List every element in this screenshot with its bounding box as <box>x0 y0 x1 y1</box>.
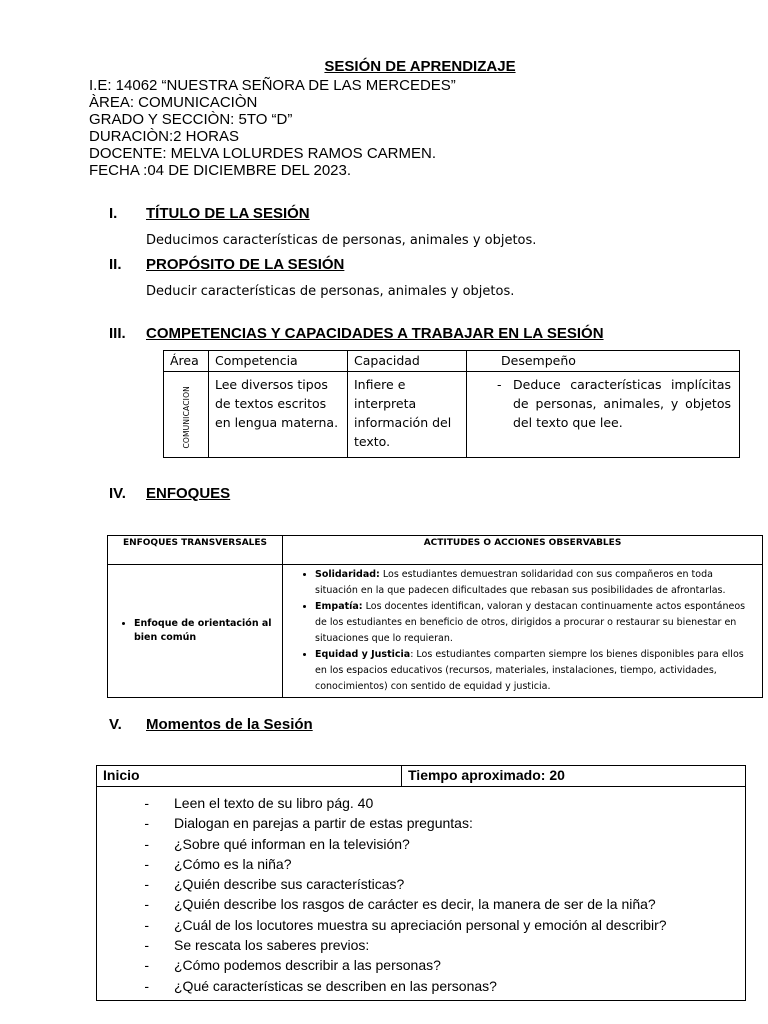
list-item <box>97 793 745 813</box>
header-actitudes: ACTITUDES O ACCIONES OBSERVABLES <box>283 536 763 565</box>
list-item-text: ¿Qué características se describen en las personas? <box>174 977 497 994</box>
section-2-number: II. <box>109 256 122 273</box>
enfoques-header-row <box>108 536 763 565</box>
list-dash: - <box>144 937 149 954</box>
actitud-text: Los docentes identifican, valoran y destacan continuamente actos espontáneos de los estudiantes en beneficio de otros, dirigidos a procurar o restaurar su bienestar en situaciones que lo requieran. <box>315 601 746 644</box>
section-2-title: PROPÓSITO DE LA SESIÓN <box>146 256 345 273</box>
area-vertical-label: COMUNICACION <box>181 386 191 449</box>
actitud-solidaridad <box>315 567 758 599</box>
list-item-text: ¿Quién describe sus características? <box>174 876 405 893</box>
actitud-empatia <box>315 599 758 647</box>
header-grado: GRADO Y SECCIÒN: 5TO “D” <box>89 111 293 128</box>
header-area: ÀREA: COMUNICACIÒN <box>89 94 258 111</box>
desempeno-text: Deduce características implícitas de personas, animales, y objetos del texto que lee. <box>513 377 731 430</box>
list-item <box>97 894 745 914</box>
momentos-header-row <box>97 766 746 787</box>
list-dash: - <box>144 795 149 811</box>
header-area: Área <box>164 351 209 372</box>
list-item-text: ¿Quién describe los rasgos de carácter es decir, la manera de ser de la niña? <box>174 896 656 913</box>
actitud-label: Equidad y Justicia <box>315 649 411 660</box>
section-1-number: I. <box>109 205 118 222</box>
header-fecha: FECHA :04 DE DICIEMBRE DEL 2023. <box>89 162 352 179</box>
header-ie: I.E: 14062 “NUESTRA SEÑORA DE LAS MERCEDES” <box>89 77 456 94</box>
enfoques-table <box>107 535 763 698</box>
list-item-text: ¿Sobre qué informan en la televisión? <box>174 835 410 852</box>
momento-inicio-label: Inicio <box>97 766 402 787</box>
actitud-label: Empatía: <box>315 601 363 612</box>
capacidad-cell: Infiere e interpreta información del texto. <box>348 372 467 458</box>
list-item <box>97 935 745 955</box>
competencia-cell: Lee diversos tipos de textos escritos en lengua materna. <box>209 372 348 458</box>
section-1-title: TÍTULO DE LA SESIÓN <box>146 205 310 222</box>
competencias-header-row <box>164 351 740 372</box>
list-dash: - <box>144 916 149 933</box>
header-duracion: DURACIÒN:2 HORAS <box>89 128 240 145</box>
list-item <box>97 854 745 874</box>
list-item-text: Leen el texto de su libro pág. 40 <box>174 795 374 811</box>
section-3-number: III. <box>109 325 126 342</box>
section-3-title: COMPETENCIAS Y CAPACIDADES A TRABAJAR EN LA SESIÓN <box>146 325 604 342</box>
header-desempeno: Desempeño <box>467 351 740 372</box>
list-dash: - <box>144 957 149 974</box>
section-4-number: IV. <box>109 485 126 502</box>
section-2-text: Deducir características de personas, animales y objetos. <box>146 284 515 299</box>
actitud-text: : Los estudiantes comparten siempre los bienes disponibles para ellos en los espacios educativos (recursos, materiales, instalaciones, tiempo, actividades, conocimientos) con sentido de equidad y justicia. <box>315 649 744 692</box>
list-item-text: ¿Cuál de los locutores muestra su apreciación personal y emoción al describir? <box>174 916 667 933</box>
list-item-text: Dialogan en parejas a partir de estas preguntas: <box>174 815 473 832</box>
list-item-text: ¿Cómo podemos describir a las personas? <box>174 957 441 974</box>
competencias-row <box>164 372 740 458</box>
list-item <box>97 915 745 935</box>
list-item <box>97 874 745 894</box>
list-item-text: ¿Cómo es la niña? <box>174 855 292 872</box>
list-dash: - <box>144 815 149 832</box>
list-item <box>97 834 745 854</box>
list-dash: - <box>144 835 149 852</box>
actitud-label: Solidaridad: <box>315 569 380 580</box>
enfoques-row <box>108 565 763 698</box>
header-competencia: Competencia <box>209 351 348 372</box>
desempeno-cell <box>467 372 740 458</box>
momentos-body-row <box>97 787 746 1001</box>
list-item <box>97 955 745 975</box>
header-capacidad: Capacidad <box>348 351 467 372</box>
header-enfoques-transversales: ENFOQUES TRANSVERSALES <box>108 536 283 565</box>
area-cell <box>164 372 209 458</box>
enfoque-item: • Enfoque de orientación al bien común <box>134 617 278 645</box>
desempeno-dash: - <box>497 377 502 392</box>
actitud-text: Los estudiantes demuestran solidaridad con sus compañeros en toda situación en la que padecen dificultades que rebasan sus posibilidades de afrontarlas. <box>315 569 726 596</box>
section-1-text: Deducimos características de personas, animales y objetos. <box>146 233 537 248</box>
actitud-equidad <box>315 647 758 695</box>
header-docente: DOCENTE: MELVA LOLURDES RAMOS CARMEN. <box>89 145 437 162</box>
list-item-text: Se rescata los saberes previos: <box>174 937 370 954</box>
enfoque-cell <box>108 565 283 698</box>
list-dash: - <box>144 977 149 994</box>
momentos-table <box>96 765 746 1001</box>
section-5-number: V. <box>109 716 122 733</box>
list-dash: - <box>144 855 149 872</box>
section-5-title: Momentos de la Sesión <box>146 716 313 733</box>
document-title: SESIÓN DE APRENDIZAJE <box>324 58 516 75</box>
list-item <box>97 976 745 996</box>
actitudes-cell <box>283 565 763 698</box>
list-dash: - <box>144 896 149 913</box>
tiempo-aproximado-label: Tiempo aproximado: 20 <box>402 766 746 787</box>
competencias-table <box>163 350 740 458</box>
momentos-list-cell <box>97 787 746 1001</box>
list-item <box>97 813 745 833</box>
list-dash: - <box>144 876 149 893</box>
section-4-title: ENFOQUES <box>146 485 231 502</box>
